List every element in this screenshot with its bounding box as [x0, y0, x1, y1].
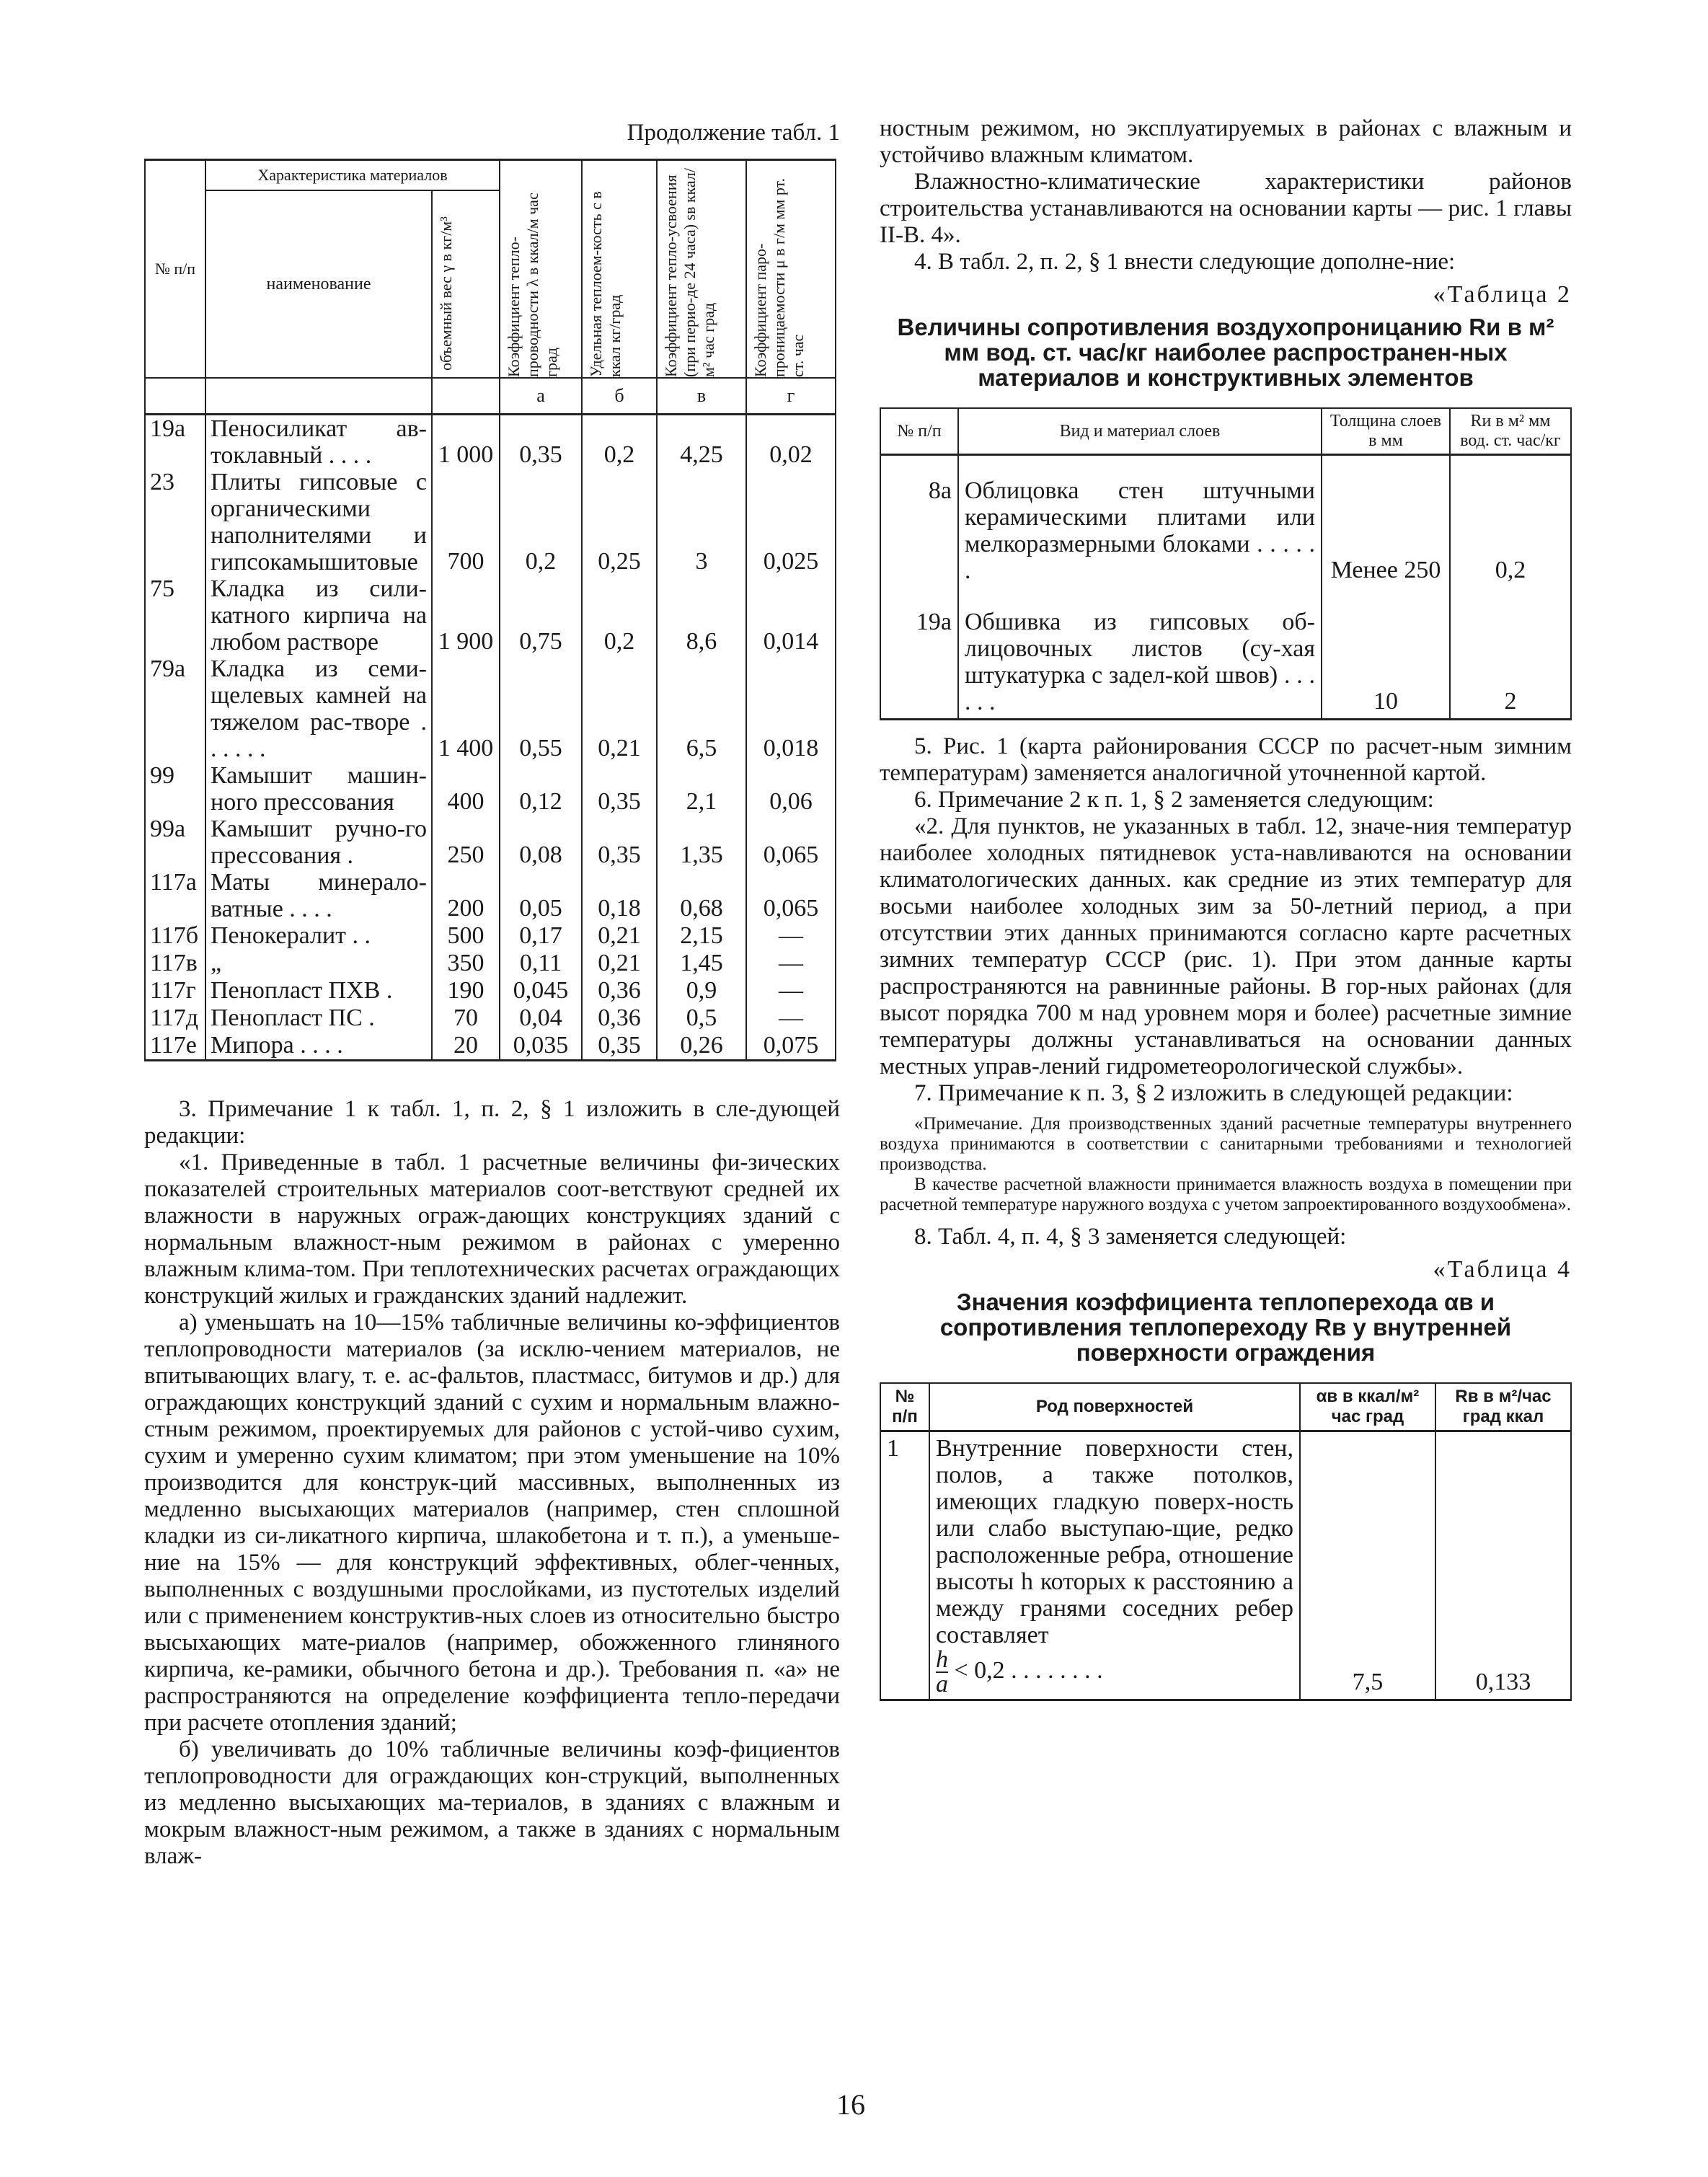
table-row: [145, 977, 836, 1004]
t1-row-conductivity: 0,75: [500, 575, 582, 655]
table-2-caption: Величины сопротивления воздухопроницанию Rи в м² мм вод. ст. час/кг наиболее распространен-ных материалов и конструктивных элементов: [897, 314, 1554, 391]
fraction-denominator: a: [936, 1671, 948, 1697]
t1-row-number: 99: [145, 762, 205, 816]
t1-row-number: 117е: [145, 1032, 205, 1061]
table-row: [145, 575, 836, 655]
table-row: [880, 1431, 1571, 1700]
t1-row-name: „: [205, 950, 432, 977]
t1-row-heat-capacity: 0,25: [582, 469, 657, 575]
t1-row-heat-absorption: 2,1: [657, 762, 746, 816]
t1-row-vapor-permeability: —: [746, 1004, 836, 1032]
t4-alpha-value: 7,5: [1300, 1431, 1435, 1700]
t1-row-vapor-permeability: 0,014: [746, 575, 836, 655]
col-name-header: наименование: [205, 190, 432, 378]
t1-row-name: Пенопласт ПХВ .: [205, 977, 432, 1004]
t1-row-number: 99а: [145, 816, 205, 869]
t1-row-conductivity: 0,35: [500, 414, 582, 469]
t1-row-weight: 20: [432, 1032, 500, 1061]
t1-row-number: 19а: [145, 414, 205, 469]
t1-row-name: Пенопласт ПС .: [205, 1004, 432, 1032]
t1-row-heat-capacity: 0,35: [582, 762, 657, 816]
table-continuation-label: Продолжение табл. 1: [627, 120, 840, 146]
table-2-label: «Таблица 2: [1433, 281, 1572, 308]
t1-row-heat-capacity: 0,18: [582, 869, 657, 922]
t1-row-heat-capacity: 0,21: [582, 922, 657, 950]
t2-col-resistance: Rи в м² мм вод. ст. час/кг: [1450, 408, 1571, 455]
t2-row-name: Облицовка стен штучными керамическими плитами или мелкоразмерными блоками . . . . . .: [958, 455, 1322, 588]
t1-row-conductivity: 0,08: [500, 816, 582, 869]
t1-row-name: Кладка из семи-щелевых камней на тяжелом рас-творе . . . . . .: [205, 655, 432, 762]
col-letter-a: а: [500, 378, 582, 414]
t1-row-name: Пеносиликат ав-токлавный . . . .: [205, 414, 432, 469]
t1-row-heat-absorption: 1,35: [657, 816, 746, 869]
t4-row-text: Внутренние поверхности стен, полов, а также потолков, имеющих гладкую поверх-ность или слабо выступаю-щие, редко расположенные ребра, отношение высоты h которых к расстоянию a между гранями соседних ребер составляет: [936, 1435, 1293, 1648]
t1-row-vapor-permeability: 0,025: [746, 469, 836, 575]
t1-row-conductivity: 0,12: [500, 762, 582, 816]
t1-row-weight: 700: [432, 469, 500, 575]
table-row: [145, 922, 836, 950]
t4-row-number: 1: [880, 1431, 929, 1700]
table-row: [145, 1004, 836, 1032]
table-row: [145, 762, 836, 816]
col-heat-absorption-header: Коэффициент тепло-усвоения (при перио-де 24 часа) sв ккал/м² час град: [662, 168, 717, 377]
t1-row-name: Камышит ручно-го прессования .: [205, 816, 432, 869]
t1-row-conductivity: 0,2: [500, 469, 582, 575]
fraction-numerator: h: [936, 1646, 948, 1673]
table-row: [145, 950, 836, 977]
t1-row-vapor-permeability: 0,065: [746, 869, 836, 922]
t4-row-condition: < 0,2 . . . . . . . .: [954, 1656, 1103, 1684]
t1-row-heat-capacity: 0,21: [582, 950, 657, 977]
t1-row-heat-absorption: 0,26: [657, 1032, 746, 1061]
t1-row-name: Маты минерало-ватные . . . .: [205, 869, 432, 922]
table-row: [145, 816, 836, 869]
left-column: [144, 115, 840, 1870]
t1-row-heat-absorption: 0,68: [657, 869, 746, 922]
t1-row-number: 117д: [145, 1004, 205, 1032]
t1-row-conductivity: 0,55: [500, 655, 582, 762]
t1-row-weight: 500: [432, 922, 500, 950]
t1-row-heat-absorption: 0,9: [657, 977, 746, 1004]
t1-row-name: Пенокералит . .: [205, 922, 432, 950]
note-1-item-a: а) уменьшать на 10—15% табличные величины ко-эффициентов теплопроводности материалов (за исклю-чением материалов, не впитывающих влагу, т. е. ас-фальтов, пластмасс, битумов и др.) для ограждающих конструкций зданий с сухим и нормальным влажно-стным режимом, проектируемых для районов с устой-чиво сухим, сухим и умеренно сухим климатом; при этом уменьшение на 10% производится для конструк-ций массивных, выполненных из медленно высыхающих материалов (например, стен сплошной кладки из си-ликатного кирпича, шлакобетона и т. п.), а уменьше-ние на 15% — для конструкций эффективных, облег-ченных, выполненных с воздушными прослойками, из пустотелых изделий или с применением конструктив-ных слоев из относительно быстро высыхающих мате-риалов (например, обожженного глиняного кирпича, ке-рамики, обычного бетона и др.). Требования п. «а» не распространяются на определение коэффициента тепло-передачи при расчете отопления зданий;: [144, 1309, 840, 1736]
t2-row-number: 8а: [880, 455, 958, 588]
t1-row-heat-capacity: 0,2: [582, 414, 657, 469]
table-row: [145, 655, 836, 762]
t1-row-conductivity: 0,035: [500, 1032, 582, 1061]
t1-row-heat-capacity: 0,35: [582, 1032, 657, 1061]
t1-row-weight: 200: [432, 869, 500, 922]
page-number: 16: [836, 2088, 865, 2121]
t1-row-vapor-permeability: 0,065: [746, 816, 836, 869]
t2-row-number: 19а: [880, 587, 958, 720]
t1-row-conductivity: 0,04: [500, 1004, 582, 1032]
air-resistance-table: [880, 407, 1572, 720]
t1-row-name: Кладка из сили-катного кирпича на любом растворе: [205, 575, 432, 655]
t4-col-alpha: αв в ккал/м² час град: [1300, 1383, 1435, 1431]
item-3: 3. Примечание 1 к табл. 1, п. 2, § 1 изложить в сле-дующей редакции:: [144, 1095, 840, 1149]
t2-row-thickness: Менее 250: [1322, 455, 1450, 588]
t2-col-kind: Вид и материал слоев: [958, 408, 1322, 455]
t1-row-vapor-permeability: —: [746, 950, 836, 977]
col-letter-v: в: [657, 378, 746, 414]
t1-row-name: Мипора . . . .: [205, 1032, 432, 1061]
continued-paragraph: ностным режимом, но эксплуатируемых в районах с влажным и устойчиво влажным климатом.: [880, 115, 1572, 168]
t1-row-weight: 190: [432, 977, 500, 1004]
t1-row-vapor-permeability: 0,018: [746, 655, 836, 762]
t1-row-heat-absorption: 2,15: [657, 922, 746, 950]
item-6: 6. Примечание 2 к п. 1, § 2 заменяется следующим:: [914, 787, 1434, 813]
t2-col-number: № п/п: [880, 408, 958, 455]
table-row: [145, 1032, 836, 1061]
col-letter-b: б: [582, 378, 657, 414]
t1-row-conductivity: 0,045: [500, 977, 582, 1004]
t1-row-number: 23: [145, 469, 205, 575]
t4-col-number: № п/п: [880, 1383, 929, 1431]
materials-group-header: Характеристика материалов: [205, 160, 500, 191]
t1-row-heat-absorption: 8,6: [657, 575, 746, 655]
t1-row-heat-capacity: 0,2: [582, 575, 657, 655]
t4-col-resistance: Rв в м²/час град ккал: [1435, 1383, 1571, 1431]
col-vapor-permeability-header: Коэффициент паро-проницаемости μ в г/м мм рт. ст. час: [751, 178, 807, 377]
table-row: [880, 587, 1571, 720]
t1-row-number: 75: [145, 575, 205, 655]
item-7: 7. Примечание к п. 3, § 2 изложить в следующей редакции:: [914, 1080, 1513, 1106]
t2-row-resistance: 0,2: [1450, 455, 1571, 588]
table-4-label: «Таблица 4: [1433, 1256, 1572, 1283]
t1-row-conductivity: 0,17: [500, 922, 582, 950]
t1-row-heat-capacity: 0,35: [582, 816, 657, 869]
t1-row-weight: 70: [432, 1004, 500, 1032]
t1-row-name: Плиты гипсовые с органическими наполнителями и гипсокамышитовые: [205, 469, 432, 575]
t1-row-vapor-permeability: —: [746, 922, 836, 950]
t1-row-heat-absorption: 3: [657, 469, 746, 575]
note-1-text: «1. Приведенные в табл. 1 расчетные величины фи-зических показателей строительных материалов соот-ветствуют средней их влажности в наружных ограж-дающих конструкциях зданий с нормальным влажност-ным режимом в районах с умеренно влажным клима-том. При теплотехнических расчетах ограждающих конструкций жилых и гражданских зданий надлежит.: [144, 1149, 840, 1309]
table-row: [145, 469, 836, 575]
t1-row-number: 117г: [145, 977, 205, 1004]
t1-row-conductivity: 0,11: [500, 950, 582, 977]
t1-row-weight: 1 400: [432, 655, 500, 762]
table-row: [880, 455, 1571, 588]
t1-row-heat-absorption: 6,5: [657, 655, 746, 762]
t1-row-heat-absorption: 4,25: [657, 414, 746, 469]
table-row: [145, 414, 836, 469]
col-weight-header: объемный вес γ в кг/м³: [437, 216, 455, 371]
col-number-header: № п/п: [145, 160, 205, 379]
t1-row-number: 117б: [145, 922, 205, 950]
t1-row-heat-capacity: 0,36: [582, 1004, 657, 1032]
right-column: [880, 115, 1572, 1701]
heat-transfer-table: [880, 1382, 1572, 1701]
h-over-a-fraction: [936, 1648, 948, 1696]
t1-row-vapor-permeability: 0,06: [746, 762, 836, 816]
t1-row-heat-capacity: 0,36: [582, 977, 657, 1004]
t1-row-name: Камышит машин-ного прессования: [205, 762, 432, 816]
t1-row-heat-absorption: 0,5: [657, 1004, 746, 1032]
climate-paragraph: Влажностно-климатические характеристики районов строительства устанавливаются на основании карты — рис. 1 главы II-В. 4».: [880, 169, 1572, 248]
t1-row-vapor-permeability: —: [746, 977, 836, 1004]
t1-row-weight: 1 000: [432, 414, 500, 469]
table-row: [145, 869, 836, 922]
table-4-caption: Значения коэффициента теплоперехода αв и сопротивления теплопереходу Rв у внутренней поверхности ограждения: [939, 1289, 1512, 1366]
t1-row-conductivity: 0,05: [500, 869, 582, 922]
col-conductivity-header: Коэффициент тепло-проводности λ в ккал/м час град: [505, 193, 560, 377]
t1-row-weight: 1 900: [432, 575, 500, 655]
t4-col-kind: Род поверхностей: [929, 1383, 1300, 1431]
note-1-item-b: б) увеличивать до 10% табличные величины коэф-фициентов теплопроводности для ограждающих кон-струкций, выполненных из медленно высыхающих ма-териалов, в зданиях с влажным и мокрым влажност-ным режимом, а также в зданиях с нормальным влаж-: [144, 1736, 840, 1869]
item-5: 5. Рис. 1 (карта районирования СССР по расчет-ным зимним температурам) заменяется аналогичной уточненной картой.: [880, 733, 1572, 786]
t1-row-weight: 400: [432, 762, 500, 816]
note-humidity: В качестве расчетной влажности принимается влажность воздуха в помещении при расчетной температуре наружного воздуха с учетом запроектированного воздухообмена».: [880, 1175, 1572, 1214]
col-heat-capacity-header: Удельная теплоем-кость с в ккал кг/град: [587, 191, 624, 377]
item-4: 4. В табл. 2, п. 2, § 1 внести следующие дополне-ние:: [914, 249, 1456, 275]
t1-row-heat-absorption: 1,45: [657, 950, 746, 977]
t1-row-number: 79а: [145, 655, 205, 762]
t1-row-number: 117а: [145, 869, 205, 922]
col-letter-g: г: [746, 378, 836, 414]
t1-row-number: 117в: [145, 950, 205, 977]
item-8: 8. Табл. 4, п. 4, § 3 заменяется следующей:: [914, 1224, 1347, 1250]
t2-row-thickness: 10: [1322, 587, 1450, 720]
t1-row-weight: 350: [432, 950, 500, 977]
t4-resistance-value: 0,133: [1435, 1431, 1571, 1700]
t2-row-resistance: 2: [1450, 587, 1571, 720]
t1-row-weight: 250: [432, 816, 500, 869]
item-6-note: «2. Для пунктов, не указанных в табл. 12, значе-ния температур наиболее холодных пятидневок уста-навливаются на основании климатологических данных. как средние из этих температур для восьми наиболее холодных зим за 50-летний период, а при отсутствии этих данных принимаются согласно карте расчетных зимних температур СССР (рис. 1). При этом данные карты распространяются на равнинные районы. В гор-ных районах (для высот порядка 700 м над уровнем моря и более) расчетные зимние температуры должны устанавливаться на основании данных местных управ-лений гидрометеорологической службы».: [880, 813, 1572, 1079]
t2-col-thickness: Толщина слоев в мм: [1322, 408, 1450, 455]
t1-row-vapor-permeability: 0,02: [746, 414, 836, 469]
t2-row-name: Обшивка из гипсовых об-лицовочных листов (су-хая штукатурка с задел-кой швов) . . . . . .: [958, 587, 1322, 720]
t1-row-vapor-permeability: 0,075: [746, 1032, 836, 1061]
materials-table: [144, 159, 836, 1061]
note-production-buildings: «Примечание. Для производственных зданий расчетные температуры внутреннего воздуха принимаются в соответствии с санитарными требованиями и технологией производства.: [880, 1114, 1572, 1174]
t1-row-heat-capacity: 0,21: [582, 655, 657, 762]
